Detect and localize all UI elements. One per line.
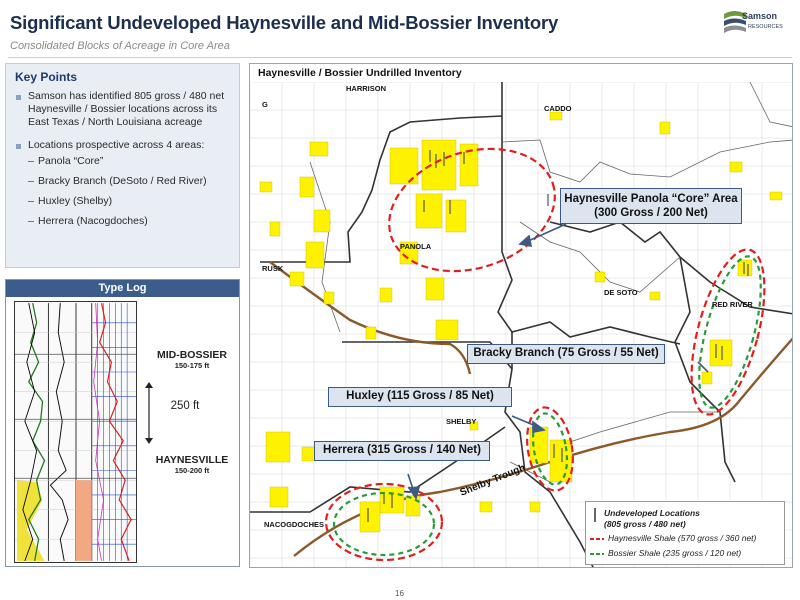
- logo-subtext: RESOURCES: [748, 24, 783, 30]
- legend-undeveloped-count: (805 gross / 480 net): [604, 519, 686, 529]
- county-label: RED RIVER: [712, 300, 753, 309]
- map-legend: [585, 501, 785, 565]
- key-point-2: Locations prospective across 4 areas:: [28, 139, 205, 151]
- area-item: Herrera (Nacogdoches): [38, 215, 148, 227]
- location-tick-icon: [593, 508, 597, 522]
- type-log-title: Type Log: [6, 280, 239, 297]
- page-title: Significant Undeveloped Haynesville and Mid-Bossier Inventory: [10, 12, 559, 33]
- county-label: NACOGDOCHES: [264, 520, 325, 529]
- haynesville-thickness: 150-200 ft: [174, 466, 210, 475]
- dash-icon: [28, 201, 34, 202]
- bossier-line-icon: [590, 552, 604, 556]
- area-item: Huxley (Shelby): [38, 195, 113, 207]
- legend-undeveloped: Undeveloped Locations: [604, 508, 700, 518]
- page-subtitle: Consolidated Blocks of Acreage in Core Area: [10, 40, 230, 52]
- key-point-1: Samson has identified 805 gross / 480 net Haynesville / Bossier locations across its East Texas / North Louisiana acreage: [28, 90, 225, 128]
- callout-herrera: Herrera (315 Gross / 140 Net): [314, 441, 490, 461]
- legend-haynesville: Haynesville Shale (570 gross / 360 net): [608, 533, 757, 543]
- dash-icon: [28, 161, 34, 162]
- dash-icon: [28, 221, 34, 222]
- interval-label: 250 ft: [170, 400, 200, 412]
- shelby-trough-label: Shelby Trough: [458, 462, 527, 499]
- county-label: HARRISON: [346, 84, 387, 93]
- type-log-panel: [5, 279, 240, 567]
- haynesville-line-icon: [590, 537, 604, 541]
- county-label: SHELBY: [446, 417, 477, 426]
- mid-bossier-thickness: 150-175 ft: [174, 361, 210, 370]
- county-label: PANOLA: [400, 242, 432, 251]
- callout-bracky-branch: Bracky Branch (75 Gross / 55 Net): [467, 344, 665, 364]
- dash-icon: [28, 181, 34, 182]
- map-title: Haynesville / Bossier Undrilled Inventory: [258, 67, 462, 79]
- header-rule: [8, 57, 792, 58]
- callout-huxley: Huxley (115 Gross / 85 Net): [328, 387, 512, 407]
- logo-wordmark: Samson: [742, 11, 778, 21]
- county-label: CADDO: [544, 104, 572, 113]
- well-log-image: [14, 301, 137, 563]
- bullet-icon: [16, 95, 21, 100]
- county-label: G: [262, 100, 268, 109]
- bullet-icon: [16, 144, 21, 149]
- area-item: Panola “Core”: [38, 155, 104, 167]
- county-label: DE SOTO: [604, 288, 638, 297]
- map-canvas: [250, 82, 793, 568]
- mid-bossier-label: MID-BOSSIER: [156, 349, 227, 361]
- callout-panola: Haynesville Panola “Core” Area (300 Gross / 200 Net): [560, 188, 742, 224]
- interval-arrow-icon: [143, 381, 155, 445]
- page-number: 16: [395, 589, 404, 598]
- key-points-title: Key Points: [15, 70, 78, 84]
- inventory-map: [249, 63, 793, 568]
- haynesville-label: HAYNESVILLE: [155, 454, 229, 466]
- legend-bossier: Bossier Shale (235 gross / 120 net): [608, 548, 742, 558]
- county-label: RUSK: [262, 264, 284, 273]
- key-points-panel: [5, 63, 240, 268]
- area-item: Bracky Branch (DeSoto / Red River): [38, 175, 207, 187]
